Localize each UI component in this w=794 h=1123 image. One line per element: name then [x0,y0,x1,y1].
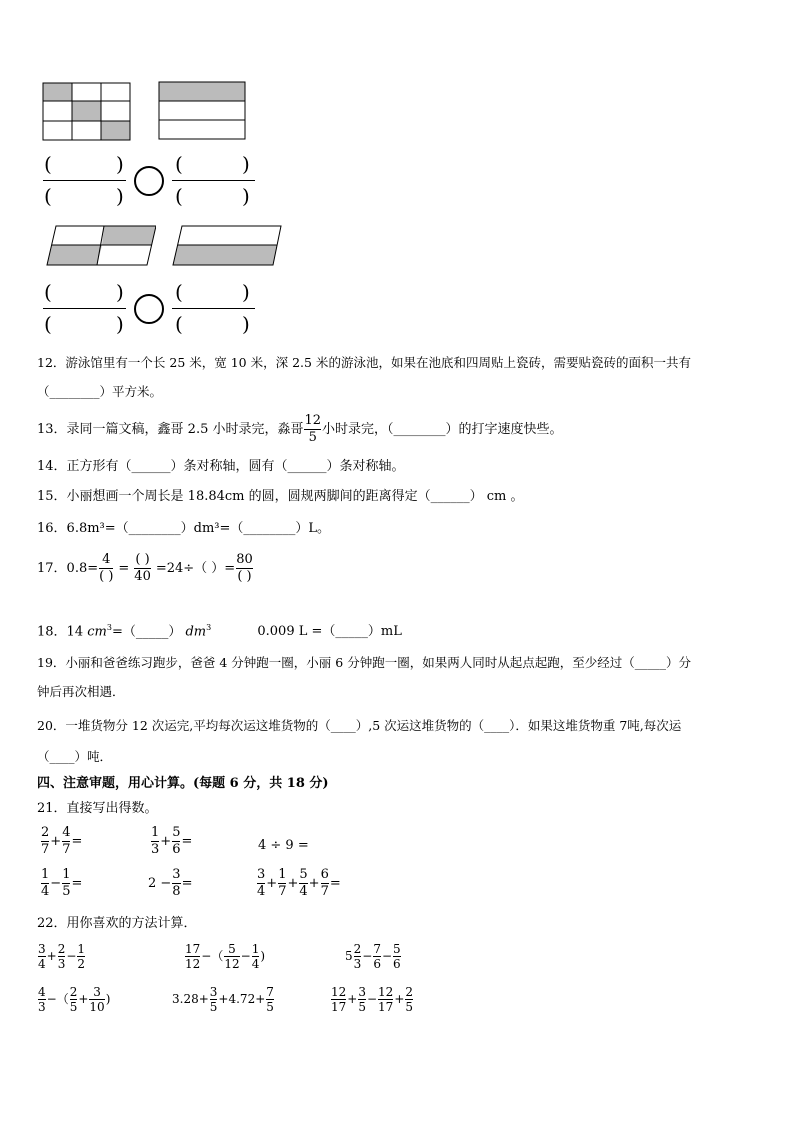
question-17-text: =24÷（ ）= [155,561,236,576]
calc-item: 4 ÷ 9 = [258,838,309,853]
blank-paren-open: ( [175,184,183,208]
question-18-text: =（_____） [111,624,182,640]
unit: cm [87,624,107,640]
question-12-line2: （________）平方米。 [37,384,163,399]
calc-item: 3.28+ $\frac{3}{5}$ +4.72+ $\frac{7}{5}$ [172,985,274,1014]
question-18-text: 0.009 L =（_____）mL [257,624,402,640]
fraction: ( ) 40 [134,552,151,584]
superscript: 3 [206,623,212,632]
fraction-bar [172,180,255,181]
question-13-text: 小时录完，（________）的打字速度快些。 [322,422,563,437]
stripe-figure-3rows [158,81,248,141]
question-16: 16．6.8m³=（________）dm³=（________）L。 [37,521,331,536]
question-14: 14．正方形有（______）条对称轴，圆有（______）条对称轴。 [37,459,405,474]
blank-paren-open: ( [44,184,52,208]
fraction-bar [43,180,126,181]
question-18-text: 18．14 [37,624,84,640]
blank-paren-open: ( [44,312,52,336]
fraction-bar [172,308,255,309]
question-18 [37,620,402,640]
blank-paren-close: ) [242,280,250,304]
question-13-text: 13．录同一篇文稿，鑫哥 2.5 小时录完，淼哥 [37,422,304,437]
compare-circle[interactable] [134,166,164,196]
question-17-text: 17．0.8= [37,561,99,576]
superscript: 3 [106,623,112,632]
calc-item: 2 − $\frac{3}{8}$ = [148,867,193,899]
blank-paren-close: ) [242,152,250,176]
calc-item: $\frac{12}{17}$ + $\frac{3}{5}$ − $\frac{12}{17}$ + $\frac{2}{5}$ [331,985,414,1014]
question-21: 21．直接写出得数。 [37,801,158,816]
question-17 [37,553,254,584]
compare-circle[interactable] [134,294,164,324]
question-20-line2: （____）吨． [37,749,113,764]
blank-paren-close: ) [116,152,124,176]
calc-item: $\frac{1}{3}$ + $\frac{5}{6}$ = [151,825,193,857]
equals: = [118,561,130,576]
blank-paren-open: ( [44,280,52,304]
blank-paren-close: ) [116,184,124,208]
calc-item: $\frac{2}{7}$ + $\frac{4}{7}$ = [41,825,83,857]
blank-paren-close: ) [116,312,124,336]
grid-figure-3x3 [42,82,134,142]
calc-item: $\frac{4}{3}$ −（ $\frac{2}{5}$ + $\frac{3}{10}$ ) [38,985,111,1014]
blank-paren-open: ( [44,152,52,176]
calc-item: 5 $\frac{2}{3}$ − $\frac{7}{6}$ − $\frac{5}{6}$ [345,942,401,971]
question-20-line1: 20．一堆货物分 12 次运完,平均每次运这堆货物的（____）,5 次运这堆货物的（____）．如果这堆货物重 7吨,每次运 [37,718,682,733]
question-19-line2: 钟后再次相遇． [37,684,125,699]
blank-paren-open: ( [175,280,183,304]
blank-paren-open: ( [175,152,183,176]
fraction: 4 ( ) [99,552,114,584]
parallelogram-figure-4parts [44,224,156,268]
unit: dm [185,624,207,640]
question-13 [37,414,563,445]
calc-item: $\frac{1}{4}$ − $\frac{1}{5}$ = [41,867,83,899]
blank-paren-close: ) [242,312,250,336]
calc-item: $\frac{3}{4}$ + $\frac{1}{7}$ + $\frac{5}{4}$ + $\frac{6}{7}$ = [257,867,341,899]
calc-item: $\frac{17}{12}$ −（ $\frac{5}{12}$ − $\frac{1}{4}$ ) [185,942,266,971]
blank-paren-close: ) [242,184,250,208]
blank-paren-open: ( [175,312,183,336]
fraction: $\frac{12}{5}$ [304,413,322,445]
blank-paren-close: ) [116,280,124,304]
fraction-bar [43,308,126,309]
section-heading: 四、注意审题，用心计算。(每题 6 分，共 18 分) [37,776,329,791]
question-22: 22．用你喜欢的方法计算． [37,916,197,931]
question-12-line1: 12．游泳馆里有一个长 25 米，宽 10 米，深 2.5 米的游泳池，如果在池底和四周贴上瓷砖，需要贴瓷砖的面积一共有 [37,355,691,370]
calc-item: $\frac{3}{4}$ + $\frac{2}{3}$ − $\frac{1}{2}$ [38,942,86,971]
fraction: 80 ( ) [236,552,253,584]
parallelogram-figure-2parts [170,224,282,268]
question-19-line1: 19．小丽和爸爸练习跑步，爸爸 4 分钟跑一圈，小丽 6 分钟跑一圈，如果两人同时从起点起跑，至少经过（_____）分 [37,655,691,670]
question-15: 15．小丽想画一个周长是 18.84cm 的圆，圆规两脚间的距离得定（______） cm 。 [37,489,524,504]
